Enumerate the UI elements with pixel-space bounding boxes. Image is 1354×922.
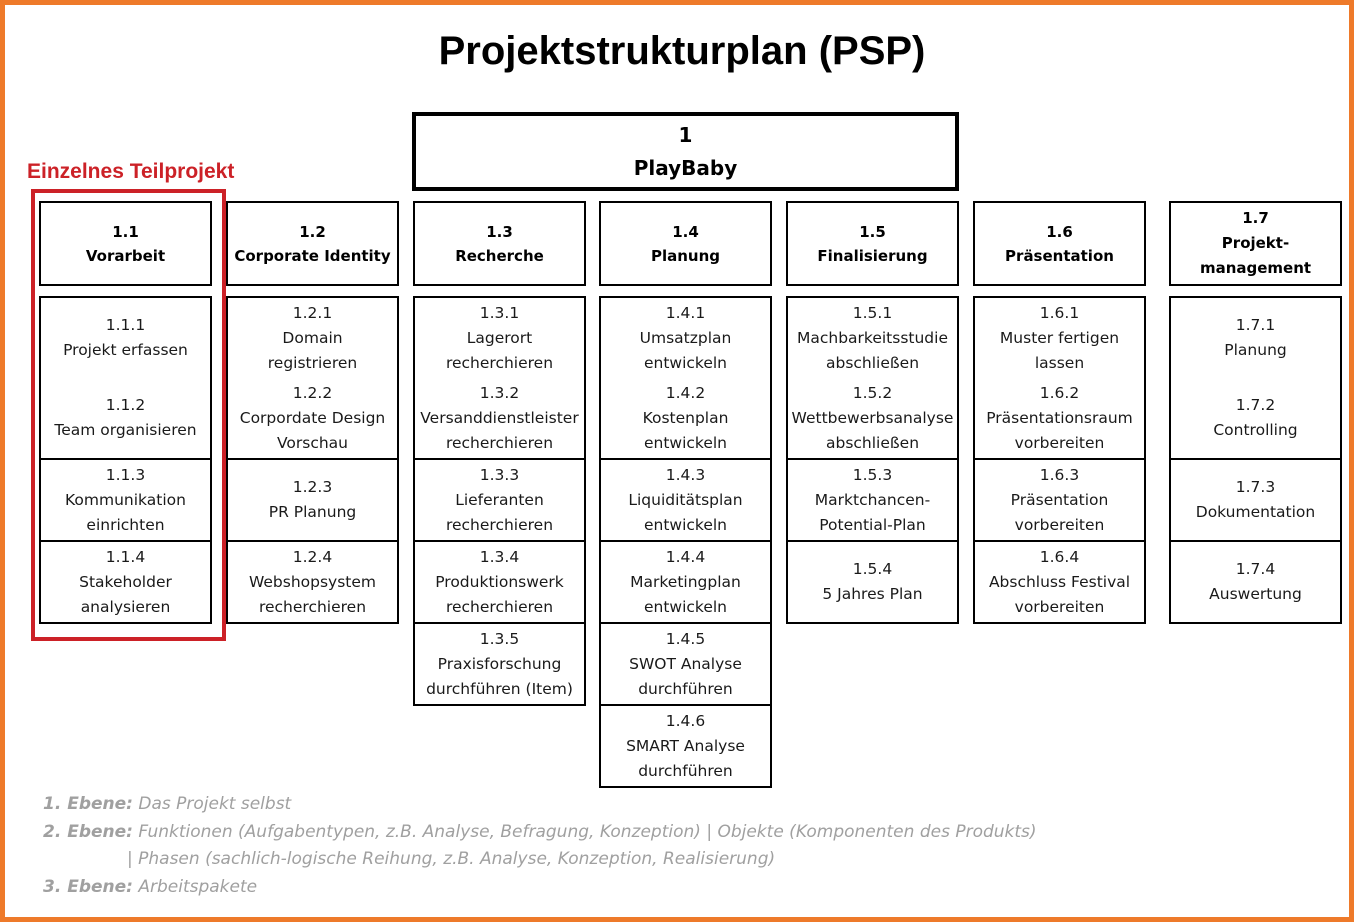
work-package-number: 1.1.1	[105, 316, 146, 334]
node-label: Corporate Identity	[234, 246, 391, 265]
work-package-1-6-2	[973, 378, 1146, 460]
work-package-label-line: Wettbewerbsanalyse	[791, 408, 954, 427]
work-package-number: 1.2.3	[292, 478, 333, 496]
work-package-1-2-4	[226, 542, 399, 624]
work-package-1-1-4	[39, 542, 212, 624]
work-package-label-line: vorbereiten	[1014, 597, 1105, 616]
work-package-1-1-3	[39, 460, 212, 542]
work-package-1-1-2	[39, 378, 212, 460]
work-package-number: 1.6.1	[1039, 303, 1080, 322]
work-package-label-line: analysieren	[80, 597, 171, 616]
work-package-label-line: Lagerort	[466, 328, 533, 347]
work-package-number: 1.3.5	[479, 629, 520, 648]
work-package-label-line: entwickeln	[643, 433, 728, 452]
work-package-1-1-1	[39, 296, 212, 380]
work-package-label-line: entwickeln	[643, 515, 728, 534]
work-package-1-3-4	[413, 542, 586, 624]
work-package-1-4-3	[599, 460, 772, 542]
work-package-label-line: Produktionswerk	[435, 572, 564, 591]
work-package-number: 1.4.5	[665, 629, 706, 648]
level2-node-1-7	[1169, 201, 1342, 286]
node-number: 1.4	[672, 222, 699, 241]
work-package-1-3-5	[413, 624, 586, 706]
node-label-line: management	[1199, 259, 1312, 277]
work-package-label-line: Vorschau	[277, 433, 348, 452]
work-package-label-line: einrichten	[86, 515, 165, 534]
work-package-number: 1.6.3	[1039, 465, 1080, 484]
work-package-number: 1.5.3	[852, 465, 893, 484]
work-package-1-4-6	[599, 706, 772, 788]
work-package-label-line: Marktchancen-	[814, 490, 931, 509]
work-package-label-line: Praxisforschung	[437, 654, 562, 673]
node-label: Vorarbeit	[85, 246, 166, 265]
level2-node-1-4	[599, 201, 772, 286]
work-package-label-line: Versanddienstleister	[420, 408, 579, 427]
work-package-label-line: Webshopsystem	[248, 572, 377, 591]
work-package-label-line: Corpordate Design	[239, 408, 386, 427]
work-package-label-line: lassen	[1034, 353, 1085, 372]
work-package-1-7-3	[1169, 460, 1342, 542]
work-package-label-line: Machbarkeitsstudie	[796, 328, 948, 347]
work-package-1-2-1	[226, 296, 399, 380]
work-package-label-line: recherchieren	[445, 353, 554, 372]
work-package-label-line: registrieren	[267, 353, 358, 372]
work-package-label-line: Dokumentation	[1195, 503, 1316, 521]
legend-level-2-text-cont: | Phasen (sachlich-logische Reihung, z.B. Analyse, Konzeption, Realisierung)	[127, 849, 776, 869]
work-package-label-line: entwickeln	[643, 353, 728, 372]
work-package-label-line: Team organisieren	[54, 421, 197, 439]
legend-level-1-label: 1. Ebene:	[43, 794, 133, 814]
work-package-label-line: Kostenplan	[642, 408, 729, 427]
node-label: Präsentation	[1005, 246, 1114, 265]
work-package-label-line: Lieferanten	[455, 490, 544, 509]
work-package-1-2-2	[226, 378, 399, 460]
work-package-1-4-4	[599, 542, 772, 624]
work-package-1-2-3	[226, 460, 399, 542]
node-number: 1.7	[1242, 209, 1269, 227]
node-number: 1.2	[299, 222, 326, 241]
work-package-label-line: durchführen	[638, 679, 733, 698]
legend-level-1-text: Das Projekt selbst	[138, 794, 292, 814]
work-package-label-line: Abschluss Festival	[988, 572, 1131, 591]
work-package-label-line: Potential-Plan	[819, 515, 926, 534]
work-package-number: 1.5.2	[852, 383, 893, 402]
work-package-label-line: Domain	[282, 328, 343, 347]
node-number: 1.5	[859, 222, 886, 241]
work-package-label-line: recherchieren	[445, 433, 554, 452]
work-package-1-5-1	[786, 296, 959, 380]
work-package-number: 1.2.2	[292, 383, 333, 402]
work-package-label-line: recherchieren	[258, 597, 367, 616]
root-label: PlayBaby	[633, 155, 738, 180]
work-package-1-6-1	[973, 296, 1146, 380]
work-package-number: 1.5.4	[852, 560, 893, 578]
work-package-label-line: Controlling	[1213, 421, 1298, 439]
work-package-number: 1.2.4	[292, 547, 333, 566]
legend-level-2-label: 2. Ebene:	[43, 821, 133, 842]
node-label: Recherche	[455, 246, 544, 265]
work-package-number: 1.7.4	[1235, 560, 1276, 578]
work-package-number: 1.7.1	[1235, 316, 1276, 334]
work-package-1-3-1	[413, 296, 586, 380]
level2-node-1-3	[413, 201, 586, 286]
work-package-1-6-4	[973, 542, 1146, 624]
work-package-number: 1.3.2	[479, 383, 520, 402]
work-package-1-3-3	[413, 460, 586, 542]
work-package-label-line: PR Planung	[268, 503, 357, 521]
root-number: 1	[678, 122, 693, 147]
work-package-label-line: Präsentation	[1010, 490, 1109, 509]
work-package-label-line: durchführen (Item)	[426, 679, 573, 698]
legend-level-3-text: Arbeitspakete	[138, 876, 258, 897]
work-package-label-line: durchführen	[638, 761, 733, 780]
work-package-label-line: vorbereiten	[1014, 515, 1105, 534]
work-package-number: 1.6.4	[1039, 547, 1080, 566]
work-package-1-7-1	[1169, 296, 1342, 380]
work-package-1-6-3	[973, 460, 1146, 542]
work-package-label-line: entwickeln	[643, 597, 728, 616]
work-package-number: 1.4.2	[665, 383, 706, 402]
node-number: 1.6	[1046, 222, 1073, 241]
work-package-1-4-2	[599, 378, 772, 460]
work-package-number: 1.5.1	[852, 303, 893, 322]
work-package-number: 1.1.4	[105, 547, 146, 566]
work-package-label-line: Planung	[1224, 341, 1287, 359]
work-package-number: 1.4.1	[665, 303, 706, 322]
work-package-label-line: Liquiditätsplan	[628, 490, 743, 509]
work-package-number: 1.1.2	[105, 396, 146, 414]
work-package-label-line: Kommunikation	[65, 490, 186, 509]
work-package-number: 1.4.6	[665, 711, 706, 730]
work-package-label-line: 5 Jahres Plan	[822, 585, 923, 603]
legend-level-3-label: 3. Ebene:	[43, 876, 133, 897]
work-package-number: 1.4.4	[665, 547, 706, 566]
legend-level-3	[43, 874, 1037, 902]
node-label: Planung	[650, 246, 721, 265]
work-package-label-line: Präsentationsraum	[986, 408, 1133, 427]
level2-node-1-1	[39, 201, 212, 286]
work-package-label-line: vorbereiten	[1014, 433, 1105, 452]
work-package-1-5-3	[786, 460, 959, 542]
node-label-line: Projekt-	[1221, 234, 1290, 252]
highlight-label: Einzelnes Teilprojekt	[27, 160, 235, 183]
work-package-1-4-1	[599, 296, 772, 380]
work-package-label-line: recherchieren	[445, 515, 554, 534]
work-package-number: 1.3.1	[479, 303, 520, 322]
node-number: 1.3	[486, 222, 513, 241]
node-label: Finalisierung	[817, 246, 928, 265]
work-package-number: 1.3.4	[479, 547, 520, 566]
work-package-number: 1.7.2	[1235, 396, 1276, 414]
level2-node-1-6	[973, 201, 1146, 286]
work-package-label-line: Muster fertigen	[999, 328, 1120, 347]
work-package-label-line: SWOT Analyse	[629, 654, 742, 673]
level2-node-1-5	[786, 201, 959, 286]
root-node	[412, 112, 959, 191]
page-title: Projektstrukturplan (PSP)	[438, 29, 926, 73]
work-package-1-5-4	[786, 542, 959, 624]
legend-level-2-text: Funktionen (Aufgabentypen, z.B. Analyse, Befragung, Konzeption) | Objekte (Komponenten des Produkts)	[138, 821, 1037, 842]
work-package-label-line: Umsatzplan	[639, 328, 732, 347]
level2-node-1-2	[226, 201, 399, 286]
node-number: 1.1	[112, 222, 139, 241]
work-package-1-3-2	[413, 378, 586, 460]
legend-level-1	[43, 791, 1037, 819]
work-package-1-4-5	[599, 624, 772, 706]
work-package-label-line: Auswertung	[1209, 585, 1302, 603]
work-package-label-line: Marketingplan	[630, 572, 741, 591]
work-package-number: 1.7.3	[1235, 478, 1276, 496]
legend-level-2	[43, 819, 1037, 847]
work-package-label-line: abschließen	[825, 353, 920, 372]
work-package-label-line: Projekt erfassen	[63, 341, 188, 359]
work-package-label-line: SMART Analyse	[626, 736, 745, 755]
work-package-number: 1.1.3	[105, 465, 146, 484]
work-package-label-line: recherchieren	[445, 597, 554, 616]
work-package-number: 1.4.3	[665, 465, 706, 484]
legend	[43, 791, 1037, 901]
work-package-number: 1.2.1	[292, 303, 333, 322]
work-package-label-line: Stakeholder	[79, 572, 172, 591]
work-package-number: 1.6.2	[1039, 383, 1080, 402]
work-package-1-7-4	[1169, 542, 1342, 624]
legend-level-2-continuation	[43, 846, 1037, 874]
work-package-1-7-2	[1169, 378, 1342, 460]
work-package-label-line: abschließen	[825, 433, 920, 452]
work-package-1-5-2	[786, 378, 959, 460]
work-package-number: 1.3.3	[479, 465, 520, 484]
